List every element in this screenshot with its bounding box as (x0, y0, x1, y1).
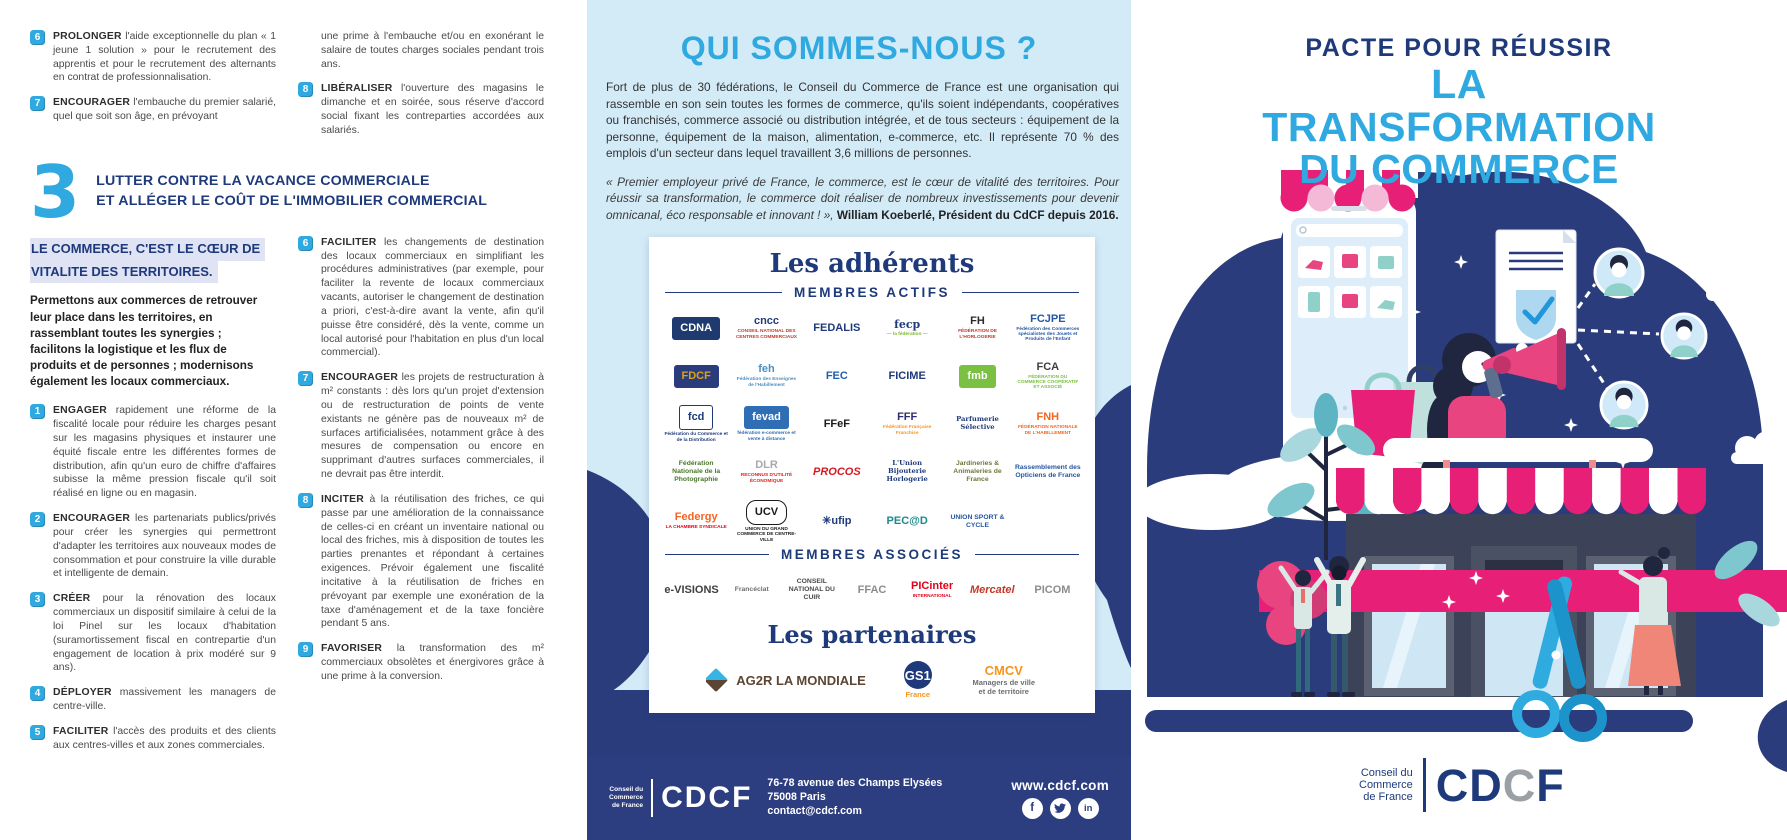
logo-rof: Rassemblement des Opticiens de France (1014, 464, 1081, 480)
facebook-icon[interactable]: f (1022, 798, 1043, 819)
item-number-badge: 9 (298, 642, 313, 657)
logo-ag2r-la-mondiale: AG2R LA MONDIALE (706, 660, 866, 700)
list-item: 8 LIBÉRALISER l'ouverture des magasins le dimanche et en soirée, sous réserve d'accord social fixant les contreparties accordées aux salariés. (298, 82, 544, 137)
item-number-badge: 6 (298, 236, 313, 251)
logo-conseil-national-cuir: CONSEIL NATIONAL DU CUIR (788, 578, 835, 602)
section-intro: Permettons aux commerces de retrouver leur place dans les territoires, en rassemblant toutes les synergies ; facilitons la logistique et les flux de produits et de personnes ; modernisons également les locaux commerciaux. (30, 294, 258, 389)
cdcf-footer-logo (609, 779, 752, 817)
logo-fca: FCA FÉDÉRATION DU COMMERCE COOPÉRATIF ET ASSOCIÉ (1017, 360, 1079, 391)
logo-ffac: FFAC (857, 583, 887, 596)
page-title: QUI SOMMES-NOUS ? (680, 30, 1038, 66)
panel-left (0, 0, 587, 840)
members-card (649, 237, 1095, 713)
logo-fff: FFF Fédération Française Franchise (883, 411, 932, 436)
cdcf-logo-small-text: Conseil du Commerce de France (609, 786, 644, 809)
logo-ffef: FFeF (823, 417, 850, 430)
diamond-icon (706, 668, 728, 692)
logo-pecad: PEC@D (886, 515, 928, 528)
cdcf-cover-logo (1359, 758, 1565, 812)
logo-mercatel: Mercatel (969, 583, 1015, 596)
logo-fedalis: FEDALIS (813, 321, 861, 334)
item-number-badge: 1 (30, 404, 45, 419)
logo-divider (1423, 758, 1426, 812)
logo-franceclat: Francéclat (734, 586, 769, 594)
section-3-header (30, 149, 551, 234)
logo-picom: PICOM (1034, 583, 1071, 596)
panel-right (1131, 0, 1787, 840)
cdcf-wordmark: CDCF (1435, 759, 1565, 811)
logo-cmcv: CMCV Managers de ville et de territoire (972, 663, 1036, 696)
address-block (767, 777, 942, 818)
logo-cncc: cncc CONSEIL NATIONAL DES CENTRES COMMERCIAUX (735, 315, 797, 340)
item-number-badge: 8 (298, 82, 313, 97)
logo-union-sport-cycle: UNION SPORT & CYCLE (950, 513, 1005, 529)
list-item: 4 DÉPLOYER massivement les managers de centre-ville. (30, 686, 276, 714)
list-item: 6 FACILITER les changements de destination des locaux commerciaux en simplifiant les procédures administratives (par exemple, pour faciliter la revente de locaux commerciaux vacants, autoriser le changement de destination a priori, c'est-à-dire avant la vente, afin qu'il puisse être considéré, dès la vente, comme un local autorisé pour l'habitation en plus d'un local commercial). (298, 236, 544, 360)
cover-title: PACTE POUR RÉUSSIR LA TRANSFORMATION DU COMMERCE (1262, 34, 1656, 193)
avatar (1595, 249, 1643, 297)
item-continuation: une prime à l'embauche et/ou en exonérant le salaire de toutes charges sociales pendant trois ans. (321, 31, 544, 70)
members-assoc-label: MEMBRES ASSOCIÉS (665, 547, 1079, 562)
logo-dlr: DLR RECONNUS D'UTILITÉ ÉCONOMIQUE (740, 459, 793, 484)
logo-ubh: L'Union Bijouterie Horlogerie (886, 459, 928, 484)
list-item: 1 ENGAGER rapidement une réforme de la fiscalité locale pour réduire les charges pesant sur les magasins physiques et instaurer une équité fiscale entre les différentes formes de distribution, afin qu'un euro de chiffre d'affaires subisse la même pression fiscale qu'il soit réalisé en ligne ou en magasin. (30, 404, 276, 501)
list-item: 2 ENCOURAGER les partenariats publics/privés pour créer les synergies qui permettront d'adapter les territoires aux nouveaux modes de consommation et pour construire la ville durable et intelligente de demain. (30, 512, 276, 581)
logo-ficime: FICIME (888, 369, 926, 382)
logo-fec: FEC (825, 369, 848, 382)
list-item: 3 CRÉER pour la rénovation des locaux commerciaux un dispositif similaire à celui de la loi Pinel sur les locaux d'habitation (suramortissement fiscal en contrepartie d'un engagement de location à prix modéré sur 9 ans). (30, 592, 276, 675)
charter-document-icon (1496, 230, 1576, 343)
logo-parfumerie-selective: Parfumerie Sélective (956, 415, 999, 432)
quote-paragraph: « Premier employeur privé de France, le commerce, est le cœur de vitalité des territoires. Pour réussir sa transformation, le commerce doit réaliser de nombreux investissements pour devenir omnicanal, éco responsable et innovant ! », William Koeberlé, Président du CdCF depuis 2016. (606, 174, 1119, 222)
active-members-logo-grid (663, 308, 1081, 543)
list-item: 7 ENCOURAGER l'embauche du premier salarié, quel que soit son âge, en prévoyant (30, 96, 276, 124)
logo-fnh: FNH FÉDÉRATION NATIONALE DE L'HABILLEMENT (1017, 411, 1078, 436)
intro-paragraph: Fort de plus de 30 fédérations, le Conseil du Commerce de France est une organisation qui rassemble en son sein toutes les formes de commerce, qu'ils soient indépendants, coopératives ou franchisés, commerce associé ou distribution intégrée, et de tous secteurs : équipement de la personne, équipement de la maison, alimentation, e-commerce, etc. Il représente 70 % des emplois d'un secteur dans lequel travaillent 3,6 millions de personnes. (606, 80, 1119, 161)
partners-title: Les partenaires (767, 620, 977, 650)
section-title: LUTTER CONTRE LA VACANCE COMMERCIALE ET ALLÉGER LE COÛT DE L'IMMOBILIER COMMERCIAL (96, 173, 488, 210)
contact-footer (587, 756, 1131, 840)
adherents-title: Les adhérents (769, 249, 975, 280)
logo-ucv: UCV UNION DU GRAND COMMERCE DE CENTRE-VILLE (733, 500, 799, 543)
address-line: 75008 Paris (767, 791, 826, 804)
logo-fmb: fmb (944, 356, 1010, 396)
logo-fnp: Fédération Nationale de la Photographie (672, 460, 721, 484)
item-number-badge: 6 (30, 30, 45, 45)
list-item: 7 ENCOURAGER les projets de restructuration à m² constants : dès lors qu'un projet d'extension ou de restructuration de points de vente existants ne génère pas de nouveaux m² de surfaces artificialisées, notamment grâce à des mesures de compensation ou encore en supprimant d'autres surfaces commerciales, il ne devrait pas être interdit. (298, 371, 544, 482)
logo-feh: feh Fédération des Enseignes de l'Habillement (736, 363, 797, 388)
linkedin-icon[interactable]: in (1078, 798, 1099, 819)
website-link[interactable]: www.cdcf.com (1011, 777, 1109, 793)
item-number-badge: 7 (298, 371, 313, 386)
twitter-icon[interactable] (1050, 798, 1071, 819)
partners-logo-row (663, 655, 1081, 705)
logo-fcjpe: FCJPE Fédération des Commerces spécialistes des Jouets et Produits de l'Enfant (1016, 312, 1080, 343)
list-item: 8 INCITER à la réutilisation des friches, ce qui passe par une amélioration de la connaissance de celles-ci en créant un inventaire national ou local des friches, mis à disposition de toutes les parties prenantes et répondant à certaines exigences. Prévoir également une fiscalité incitative à la réutilisation de friches en prévoyant par exemple une exonération de la taxe d'aménagement et de la taxe foncière pendant 5 ans. (298, 493, 544, 631)
item-number-badge: 4 (30, 686, 45, 701)
item-number-badge: 3 (30, 592, 45, 607)
list-item: 5 FACILITER l'accès des produits et des clients aux centres-villes et aux zones commerciales. (30, 725, 276, 753)
quote-attribution: William Koeberlé, Président du CdCF depuis 2016. (836, 207, 1119, 222)
logo-cdna: CDNA (663, 308, 729, 348)
avatar (1662, 314, 1706, 358)
item-number-badge: 7 (30, 96, 45, 111)
logo-jaf: Jardineries & Animaleries de France (953, 460, 1002, 484)
logo-fcd: fcd Fédération du Commerce et de la Distribution (663, 404, 729, 444)
panel-middle (587, 0, 1131, 840)
list-item: 9 FAVORISER la transformation des m² commerciaux obsolètes et énergivores grâce à une prime à la conversion. (298, 642, 544, 683)
email-link[interactable]: contact@cdcf.com (767, 804, 862, 817)
logo-fh: FH FÉDÉRATION DE L'HORLOGERIE (958, 315, 997, 340)
logo-procos: PROCOS (812, 465, 861, 478)
avatar (1601, 382, 1647, 428)
item-number-badge: 8 (298, 493, 313, 508)
list-item: 6 PROLONGER l'aide exceptionnelle du plan « 1 jeune 1 solution » pour le recrutement des apprentis et pour le recrutement des alternants en contrat de professionnalisation. (30, 30, 276, 85)
logo-fecp: fecp — la fédération — (886, 317, 928, 337)
logo-pic-international: PICinter INTERNATIONAL (911, 580, 954, 600)
item-number-badge: 5 (30, 725, 45, 740)
logo-gs1-france: GS1 France (904, 660, 932, 700)
members-active-label: MEMBRES ACTIFS (665, 285, 1079, 300)
cloud-icon (1136, 474, 1286, 530)
address-line: 76-78 avenue des Champs Elysées (767, 777, 943, 790)
item-number-badge: 2 (30, 512, 45, 527)
logo-ufip: ✳ufip (822, 515, 852, 528)
top-items-block (30, 30, 551, 149)
logo-divider (651, 779, 653, 817)
cdcf-logo-small-text: Conseil du Commerce de France (1359, 766, 1413, 804)
social-icons-row (1011, 798, 1109, 819)
logo-fdcf: FDCF (663, 356, 729, 396)
section-number: 3 (30, 149, 81, 234)
cdcf-wordmark: CDCF (661, 781, 753, 814)
logo-federgy: Federgy LA CHAMBRE SYNDICALE (665, 511, 727, 531)
highlighted-subtitle: LE COMMERCE, C'EST LE CŒUR DE VITALITE DES TERRITOIRES. (30, 238, 276, 284)
logo-e-visions: e-VISIONS (664, 583, 719, 596)
assoc-members-logo-grid (663, 570, 1081, 610)
logo-fevad: fevad fédération e-commerce et vente à distance (733, 404, 799, 444)
